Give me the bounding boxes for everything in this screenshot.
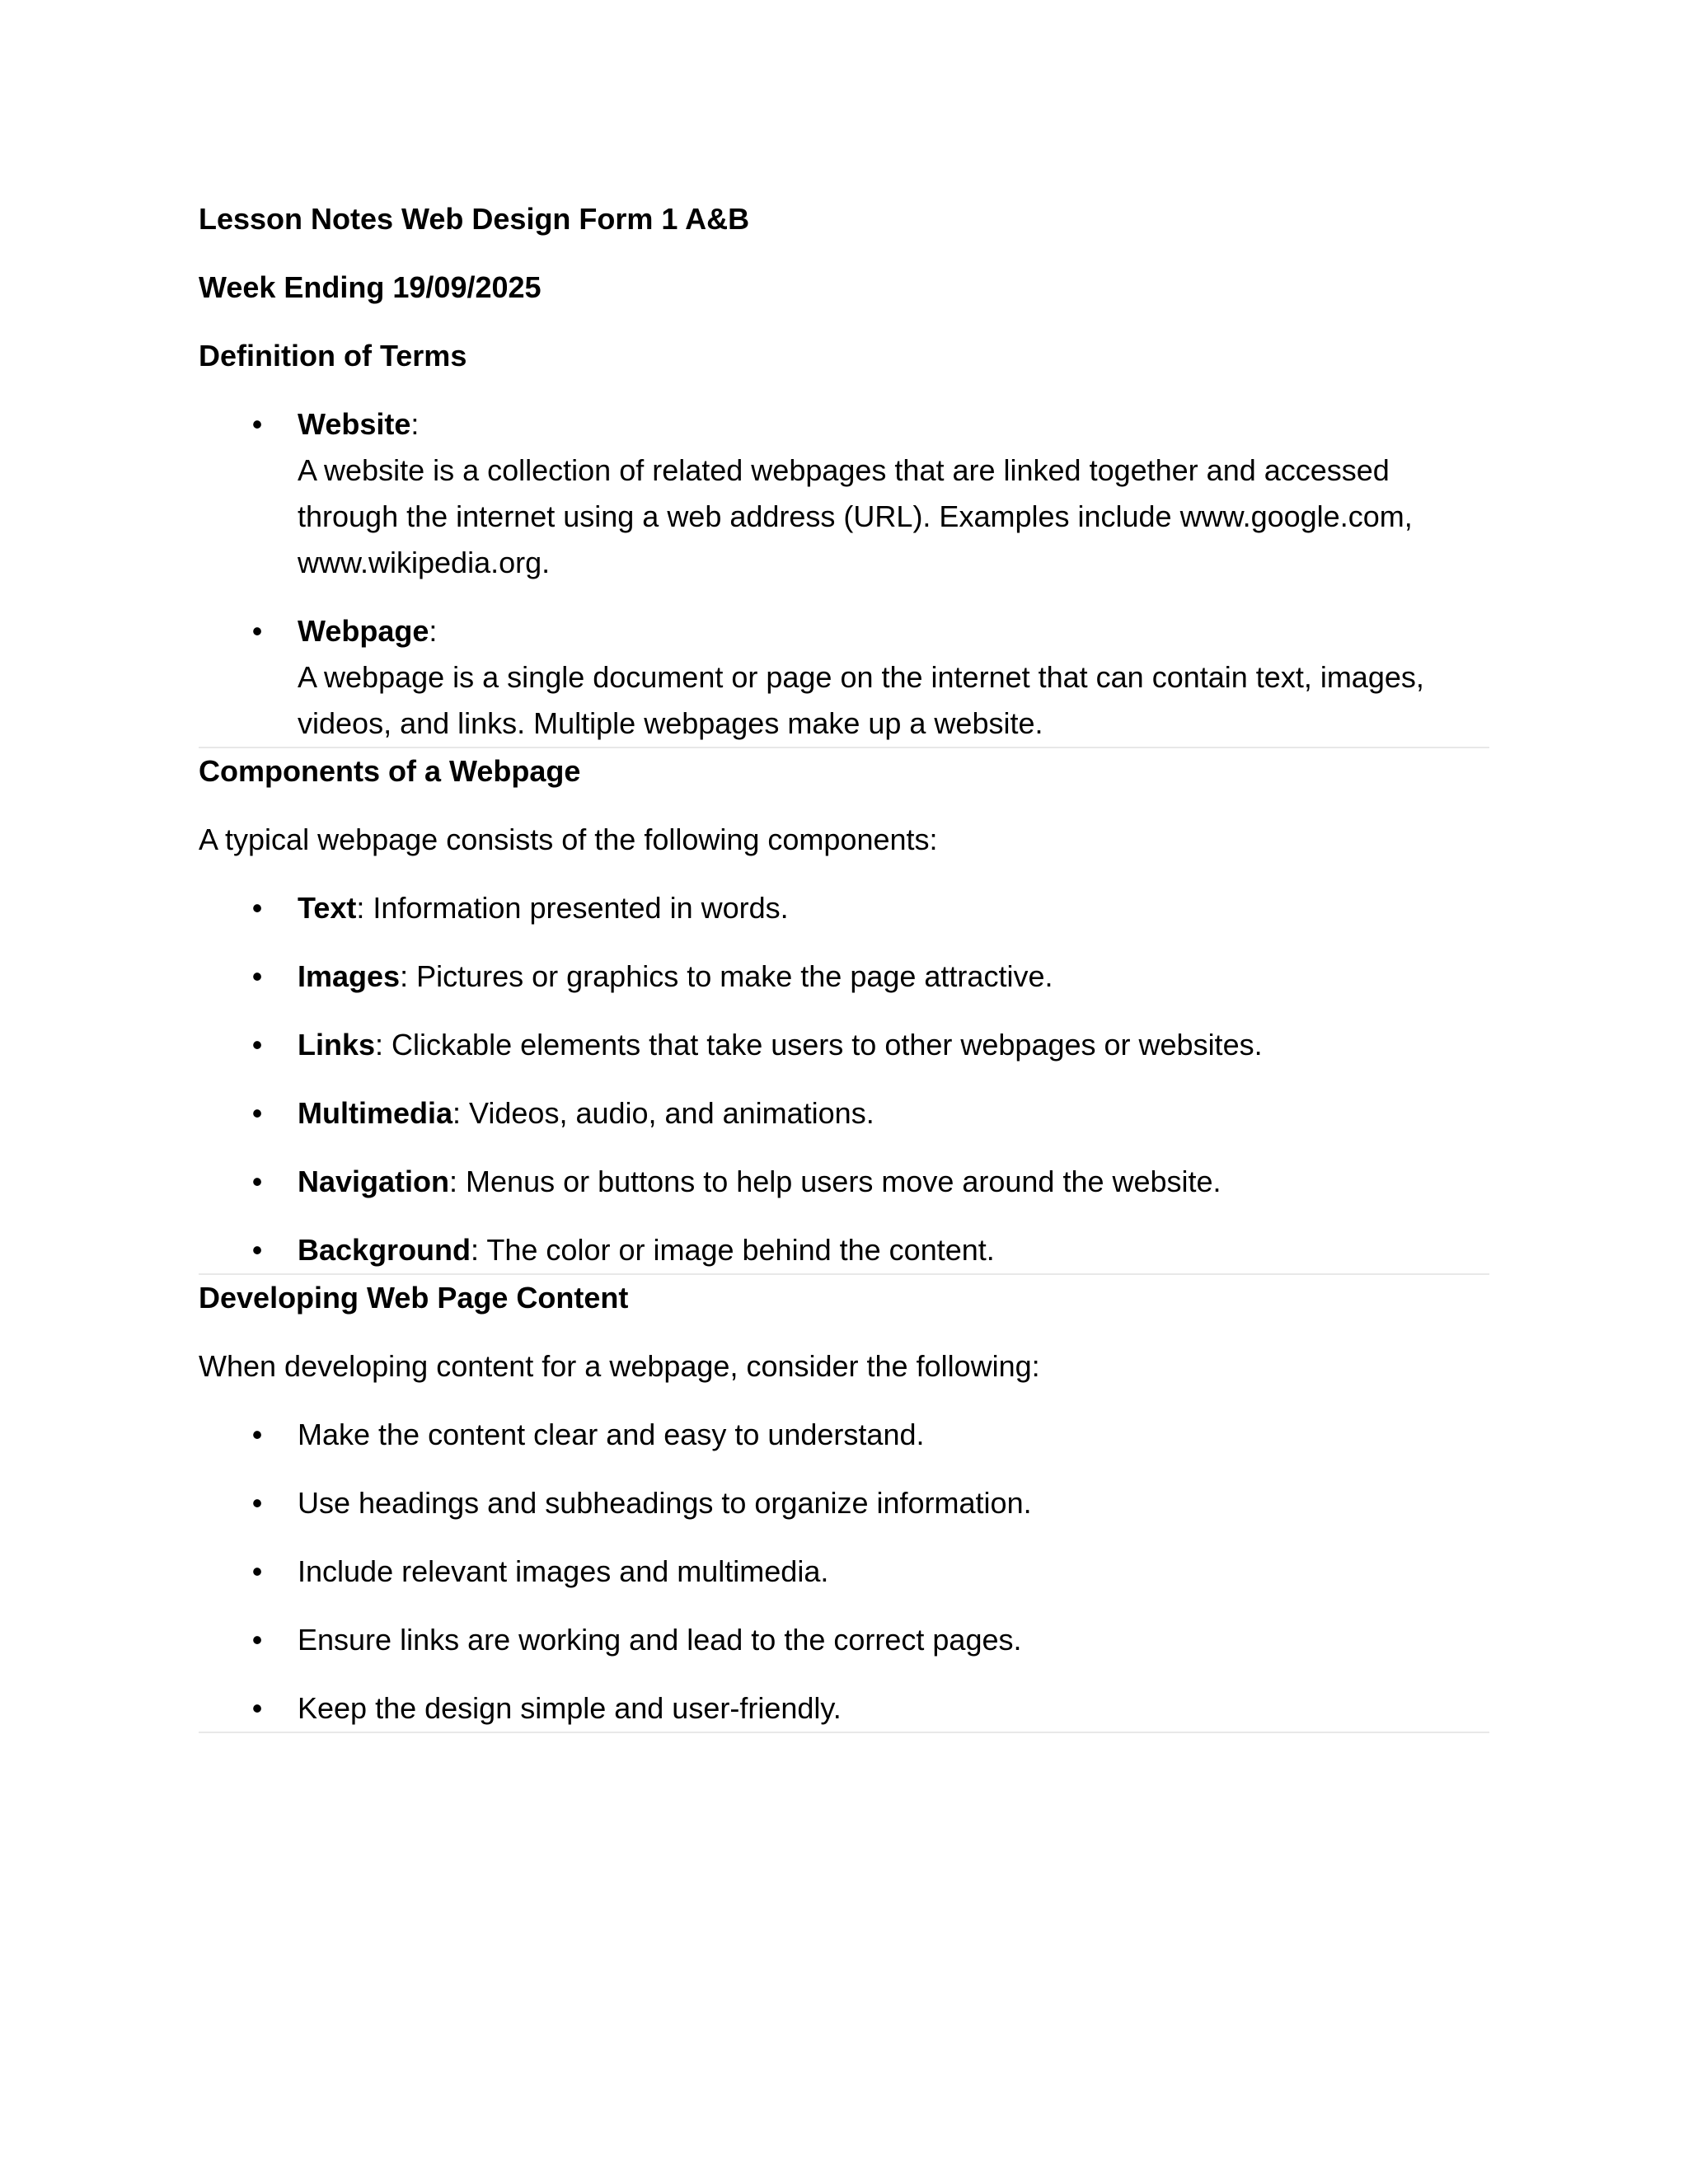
component-item [199, 885, 1489, 931]
bullet-icon: • [251, 1554, 263, 1588]
component-text: : Clickable elements that take users to other webpages or websites. [375, 1028, 1263, 1062]
developing-item [199, 1480, 1489, 1526]
components-heading: Components of a Webpage [199, 754, 581, 788]
component-term: Multimedia [298, 1096, 453, 1130]
definition-text: A website is a collection of related webpages that are linked together and accessed through the internet using a web address (URL). Examples include www.google.com, www.wikipedia.org. [298, 453, 1413, 579]
definition-colon: : [429, 614, 438, 648]
bullet-icon: • [251, 1418, 263, 1451]
section-divider [199, 1732, 1489, 1733]
component-item [199, 954, 1489, 1000]
developing-text: Make the content clear and easy to understand. [298, 1418, 925, 1451]
component-text: : Pictures or graphics to make the page attractive. [400, 959, 1053, 993]
definition-item-website [199, 401, 1489, 586]
component-term: Background [298, 1233, 471, 1267]
definition-term: Website [298, 407, 411, 441]
definition-term: Webpage [298, 614, 429, 648]
component-text: : Videos, audio, and animations. [452, 1096, 874, 1130]
component-item [199, 1159, 1489, 1205]
developing-text: Use headings and subheadings to organize information. [298, 1486, 1032, 1520]
component-text: : The color or image behind the content. [471, 1233, 995, 1267]
developing-heading: Developing Web Page Content [199, 1281, 629, 1315]
developing-text: Include relevant images and multimedia. [298, 1554, 829, 1588]
component-item [199, 1227, 1489, 1273]
document-page [199, 196, 1489, 1733]
developing-intro: When developing content for a webpage, consider the following: [199, 1349, 1040, 1383]
definitions-list [199, 401, 1489, 747]
bullet-icon: • [251, 1096, 263, 1130]
component-term: Images [298, 959, 401, 993]
bullet-icon: • [251, 1486, 263, 1520]
bullet-icon: • [251, 891, 263, 925]
definitions-heading: Definition of Terms [199, 339, 467, 373]
component-term: Text [298, 891, 357, 925]
developing-item [199, 1549, 1489, 1595]
developing-item [199, 1685, 1489, 1732]
component-term: Navigation [298, 1165, 450, 1198]
developing-text: Keep the design simple and user-friendly. [298, 1691, 842, 1725]
developing-item [199, 1412, 1489, 1458]
definition-colon: : [410, 407, 420, 441]
bullet-icon: • [251, 959, 263, 993]
components-list [199, 885, 1489, 1273]
developing-text: Ensure links are working and lead to the correct pages. [298, 1623, 1022, 1657]
bullet-icon: • [251, 614, 263, 648]
bullet-icon: • [251, 407, 263, 441]
bullet-icon: • [251, 1028, 263, 1062]
bullet-icon: • [251, 1691, 263, 1725]
component-text: : Information presented in words. [356, 891, 789, 925]
component-text: : Menus or buttons to help users move around the website. [449, 1165, 1221, 1198]
bullet-icon: • [251, 1233, 263, 1267]
developing-item [199, 1617, 1489, 1663]
bullet-icon: • [251, 1623, 263, 1657]
component-item [199, 1022, 1489, 1068]
developing-list [199, 1412, 1489, 1732]
component-item [199, 1090, 1489, 1137]
definition-item-webpage [199, 608, 1489, 747]
definition-text: A webpage is a single document or page on the internet that can contain text, images, videos, and links. Multiple webpages make up a website. [298, 660, 1424, 740]
component-term: Links [298, 1028, 376, 1062]
week-ending: Week Ending 19/09/2025 [199, 270, 542, 304]
bullet-icon: • [251, 1165, 263, 1198]
components-intro: A typical webpage consists of the following components: [199, 823, 938, 856]
document-title: Lesson Notes Web Design Form 1 A&B [199, 202, 750, 236]
